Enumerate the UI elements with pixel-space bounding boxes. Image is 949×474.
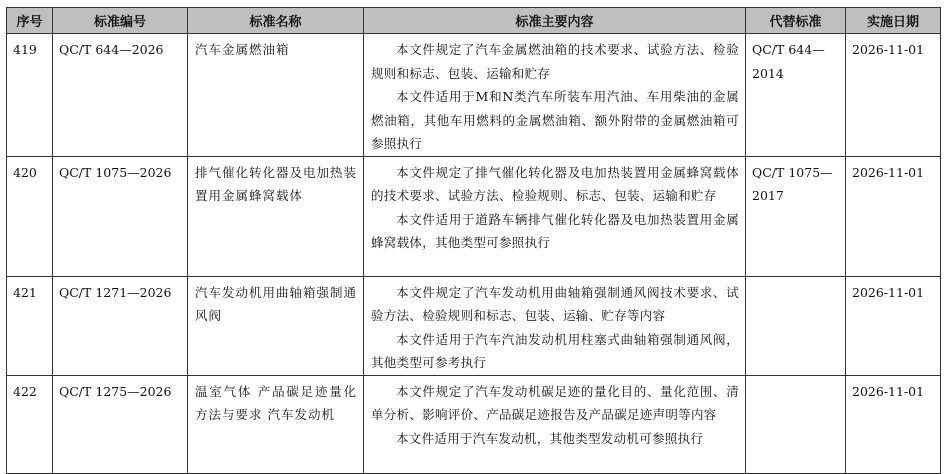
content-paragraph: 本文件适用于汽车汽油发动机用柱塞式曲轴箱强制通风阀，其他类型可参考执行 xyxy=(371,331,739,370)
table-row xyxy=(7,276,941,375)
row-number: 419 xyxy=(7,34,53,157)
content-paragraph: 本文件适用于汽车发动机，其他类型发动机可参照执行 xyxy=(396,430,704,446)
header-name: 标准名称 xyxy=(188,8,364,34)
content-paragraph: 本文件规定了汽车发动机用曲轴箱强制通风阀技术要求、试验方法、检验规则和标志、包装、运输、贮存等内容 xyxy=(371,284,739,323)
row-number: 422 xyxy=(7,375,53,473)
standard-code: QC/T 1075—2026 xyxy=(53,156,188,276)
row-number: 421 xyxy=(7,276,53,375)
standard-name: 温室气体 产品碳足迹量化方法与要求 汽车发动机 xyxy=(188,375,364,473)
standard-name: 排气催化转化器及电加热装置用金属蜂窝载体 xyxy=(188,156,364,276)
content-paragraph: 本文件适用于道路车辆排气催化转化器及电加热装置用金属蜂窝载体，其他类型可参照执行 xyxy=(371,211,739,250)
effective-date: 2026-11-01 xyxy=(846,34,941,157)
header-row xyxy=(7,8,941,34)
header-no: 序号 xyxy=(7,8,53,34)
replaced-standard: QC/T 644—2014 xyxy=(746,34,846,157)
header-content: 标准主要内容 xyxy=(364,8,746,34)
standard-name: 汽车金属燃油箱 xyxy=(188,34,364,157)
standard-code: QC/T 1271—2026 xyxy=(53,276,188,375)
effective-date: 2026-11-01 xyxy=(846,375,941,473)
replaced-standard: QC/T 1075—2017 xyxy=(746,156,846,276)
replaced-standard xyxy=(746,276,846,375)
header-replaces: 代替标准 xyxy=(746,8,846,34)
standards-table xyxy=(6,7,941,474)
content-paragraph: 本文件规定了排气催化转化器及电加热装置用金属蜂窝载体的技术要求、试验方法、检验规则、标志、包装、运输和贮存 xyxy=(371,164,739,203)
standard-code: QC/T 644—2026 xyxy=(53,34,188,157)
table-row xyxy=(7,375,941,473)
content-paragraph: 本文件规定了汽车金属燃油箱的技术要求、试验方法、检验规则和标志、包装、运输和贮存 xyxy=(371,42,739,81)
replaced-standard xyxy=(746,375,846,473)
table-row xyxy=(7,156,941,276)
table-row xyxy=(7,34,941,157)
row-number: 420 xyxy=(7,156,53,276)
effective-date: 2026-11-01 xyxy=(846,156,941,276)
header-code: 标准编号 xyxy=(53,8,188,34)
standard-code: QC/T 1275—2026 xyxy=(53,375,188,473)
standard-content xyxy=(364,34,746,157)
effective-date: 2026-11-01 xyxy=(846,276,941,375)
content-paragraph: 本文件规定了汽车发动机碳足迹的量化目的、量化范围、清单分析、影响评价、产品碳足迹报告及产品碳足迹声明等内容 xyxy=(371,383,739,422)
header-date: 实施日期 xyxy=(846,8,941,34)
standard-content xyxy=(364,156,746,276)
standard-content xyxy=(364,375,746,473)
standard-name: 汽车发动机用曲轴箱强制通风阀 xyxy=(188,276,364,375)
content-paragraph: 本文件适用于M和N类汽车所装车用汽油、车用柴油的金属燃油箱，其他车用燃料的金属燃油箱、额外附带的金属燃油箱可参照执行 xyxy=(371,89,739,151)
standard-content xyxy=(364,276,746,375)
